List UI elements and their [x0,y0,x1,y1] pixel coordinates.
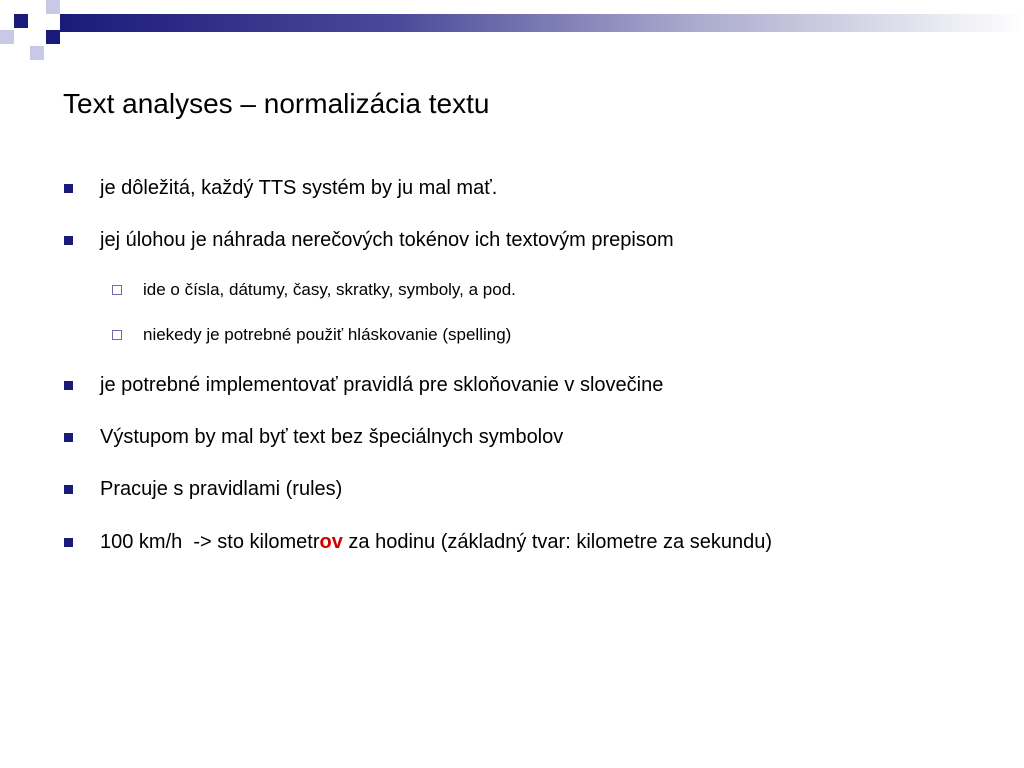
decor-square-navy [14,14,28,28]
list-item-text [100,531,772,554]
list-item-text: Pracuje s pravidlami (rules) [100,477,343,500]
highlighted-suffix: ov [319,530,343,553]
list-item [64,370,663,400]
decor-square-navy [46,30,60,44]
square-bullet-icon [64,538,73,547]
slide-title: Text analyses – normalizácia textu [63,88,490,119]
list-item-text: Výstupom by mal byť text bez špeciálnych symbolov [100,425,564,448]
list-item-text: jej úlohou je náhrada nerečových tokénov ich textovým prepisom [100,228,674,251]
sub-list-item [112,277,516,303]
sub-list-item [112,322,511,348]
list-item [64,422,563,452]
decor-square-light [0,30,14,44]
square-bullet-icon [64,184,73,193]
square-bullet-icon [64,485,73,494]
header-gradient-bar [60,14,1024,32]
list-item-text-part: 100 km/h -> sto kilometr [100,530,320,553]
sub-list-item-text: ide o čísla, dátumy, časy, skratky, symboly, a pod. [143,280,516,299]
list-item [64,225,674,255]
list-item-text: je potrebné implementovať pravidlá pre skloňovanie v slovečine [100,373,664,396]
sub-list-item-text: niekedy je potrebné použiť hláskovanie (spelling) [143,325,512,344]
list-item [64,474,342,504]
list-item [64,173,497,203]
list-item [64,527,772,557]
list-item-text: je dôležitá, každý TTS systém by ju mal mať. [100,176,498,199]
square-bullet-icon [64,236,73,245]
square-bullet-icon [64,433,73,442]
decor-square-light [30,46,44,60]
list-item-text-part: za hodinu (základný tvar: kilometre za sekundu) [342,530,772,553]
decor-square-light [46,0,60,14]
hollow-square-bullet-icon [112,285,122,295]
hollow-square-bullet-icon [112,330,122,340]
square-bullet-icon [64,381,73,390]
